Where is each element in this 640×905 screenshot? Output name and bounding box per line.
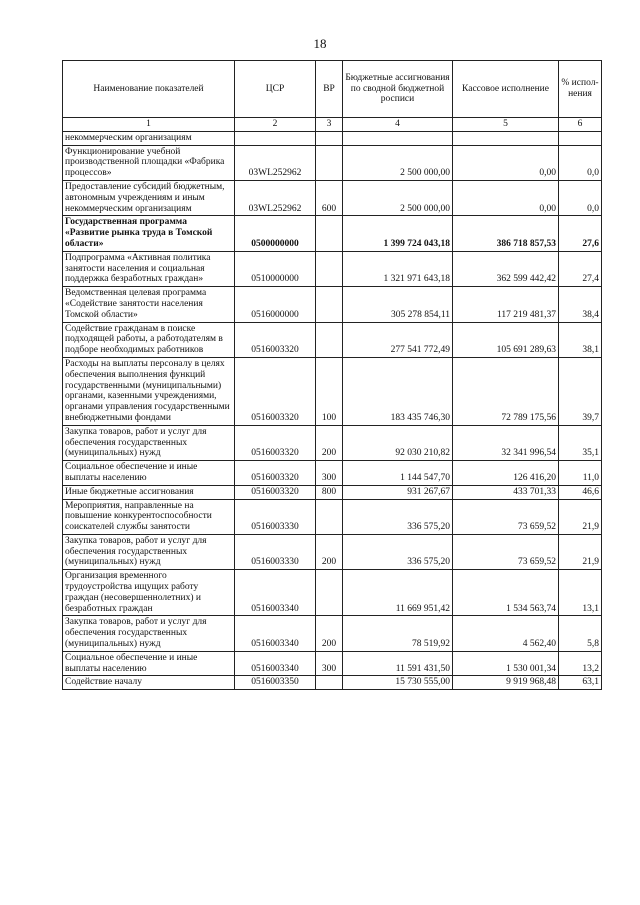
table-row (63, 485, 602, 499)
column-number: 5 (453, 118, 559, 132)
column-number: 6 (559, 118, 602, 132)
budget-execution-table (62, 60, 602, 690)
cell-vr: 800 (316, 485, 343, 499)
cell-executed: 1 534 563,74 (453, 570, 559, 616)
cell-csr: 0516003340 (235, 570, 316, 616)
cell-percent: 5,8 (559, 616, 602, 651)
cell-vr (316, 287, 343, 322)
cell-csr: 0500000000 (235, 216, 316, 251)
table-row (63, 145, 602, 180)
cell-executed: 72 789 175,56 (453, 357, 559, 425)
cell-indicator-name: Мероприятия, направленные на повышение конкурентоспособности соискателей службы занятости (63, 499, 235, 534)
cell-vr: 100 (316, 357, 343, 425)
cell-percent: 38,4 (559, 287, 602, 322)
table-row (63, 131, 602, 145)
cell-budget: 336 575,20 (343, 534, 453, 569)
cell-budget (343, 131, 453, 145)
cell-csr: 03WL252962 (235, 145, 316, 180)
cell-csr: 0516003320 (235, 461, 316, 486)
cell-csr: 0516003320 (235, 425, 316, 460)
cell-indicator-name: Содействие гражданам в поиске подходящей работы, а работодателям в подборе необходимых работников (63, 322, 235, 357)
header-execution-percent: % испол-нения (559, 61, 602, 118)
cell-indicator-name: Подпрограмма «Активная политика занятости населения и социальная поддержка безработных граждан» (63, 251, 235, 286)
table-row (63, 425, 602, 460)
cell-executed: 386 718 857,53 (453, 216, 559, 251)
column-number: 1 (63, 118, 235, 132)
column-number-row (63, 118, 602, 132)
table-row (63, 676, 602, 690)
cell-csr: 0516003320 (235, 357, 316, 425)
cell-executed: 0,00 (453, 180, 559, 215)
cell-indicator-name: Социальное обеспечение и иные выплаты населению (63, 651, 235, 676)
cell-indicator-name: Закупка товаров, работ и услуг для обеспечения государственных (муниципальных) нужд (63, 534, 235, 569)
cell-percent: 46,6 (559, 485, 602, 499)
cell-vr (316, 499, 343, 534)
cell-budget: 183 435 746,30 (343, 357, 453, 425)
cell-vr: 200 (316, 534, 343, 569)
cell-vr: 300 (316, 651, 343, 676)
cell-csr: 0516003320 (235, 322, 316, 357)
cell-indicator-name: некоммерческим организациям (63, 131, 235, 145)
cell-budget: 2 500 000,00 (343, 145, 453, 180)
column-number: 3 (316, 118, 343, 132)
cell-executed: 362 599 442,42 (453, 251, 559, 286)
cell-vr: 200 (316, 616, 343, 651)
cell-vr (316, 216, 343, 251)
cell-budget: 305 278 854,11 (343, 287, 453, 322)
column-number: 4 (343, 118, 453, 132)
cell-csr: 03WL252962 (235, 180, 316, 215)
cell-percent: 11,0 (559, 461, 602, 486)
cell-budget: 11 669 951,42 (343, 570, 453, 616)
cell-executed: 105 691 289,63 (453, 322, 559, 357)
header-cash-execution: Кассовое исполнение (453, 61, 559, 118)
cell-percent: 27,6 (559, 216, 602, 251)
cell-indicator-name: Иные бюджетные ассигнования (63, 485, 235, 499)
cell-budget: 277 541 772,49 (343, 322, 453, 357)
cell-vr (316, 322, 343, 357)
cell-executed: 32 341 996,54 (453, 425, 559, 460)
cell-percent: 13,1 (559, 570, 602, 616)
cell-executed: 9 919 968,48 (453, 676, 559, 690)
cell-indicator-name: Ведомственная целевая программа «Содействие занятости населения Томской области» (63, 287, 235, 322)
cell-csr: 0516003340 (235, 651, 316, 676)
cell-percent: 21,9 (559, 534, 602, 569)
cell-executed: 73 659,52 (453, 534, 559, 569)
cell-csr (235, 131, 316, 145)
table-header-row (63, 61, 602, 118)
table-row (63, 461, 602, 486)
cell-budget: 78 519,92 (343, 616, 453, 651)
cell-budget: 336 575,20 (343, 499, 453, 534)
cell-percent: 63,1 (559, 676, 602, 690)
cell-vr: 200 (316, 425, 343, 460)
cell-percent: 27,4 (559, 251, 602, 286)
cell-indicator-name: Расходы на выплаты персоналу в целях обеспечения выполнения функций государственными (муниципальными) органами, казенными учреждениями, органами управления государственными внебюджетными фондами (63, 357, 235, 425)
cell-percent (559, 131, 602, 145)
cell-budget: 11 591 431,50 (343, 651, 453, 676)
table-row (63, 322, 602, 357)
cell-vr (316, 676, 343, 690)
table-row (63, 287, 602, 322)
cell-indicator-name: Государственная программа «Развитие рынка труда в Томской области» (63, 216, 235, 251)
cell-executed: 126 416,20 (453, 461, 559, 486)
cell-budget: 2 500 000,00 (343, 180, 453, 215)
cell-executed: 1 530 001,34 (453, 651, 559, 676)
cell-indicator-name: Закупка товаров, работ и услуг для обеспечения государственных (муниципальных) нужд (63, 616, 235, 651)
cell-indicator-name: Предоставление субсидий бюджетным, автономным учреждениям и иным некоммерческим организациям (63, 180, 235, 215)
cell-csr: 0516003320 (235, 485, 316, 499)
cell-vr (316, 570, 343, 616)
table-row (63, 651, 602, 676)
cell-budget: 931 267,67 (343, 485, 453, 499)
cell-csr: 0510000000 (235, 251, 316, 286)
cell-executed: 433 701,33 (453, 485, 559, 499)
cell-budget: 92 030 210,82 (343, 425, 453, 460)
header-indicator-name: Наименование показателей (63, 61, 235, 118)
header-budget-allocations: Бюджетные ассигнования по сводной бюджетной росписи (343, 61, 453, 118)
cell-indicator-name: Функционирование учебной производственной площадки «Фабрика процессов» (63, 145, 235, 180)
table-row (63, 616, 602, 651)
page-number: 18 (313, 36, 327, 51)
column-number: 2 (235, 118, 316, 132)
cell-executed (453, 131, 559, 145)
cell-percent: 13,2 (559, 651, 602, 676)
cell-csr: 0516003350 (235, 676, 316, 690)
cell-percent: 0,0 (559, 145, 602, 180)
header-vr: ВР (316, 61, 343, 118)
cell-percent: 0,0 (559, 180, 602, 215)
cell-budget: 1 144 547,70 (343, 461, 453, 486)
table-body (63, 131, 602, 689)
cell-vr: 600 (316, 180, 343, 215)
table-row (63, 216, 602, 251)
table-row (63, 251, 602, 286)
cell-budget: 15 730 555,00 (343, 676, 453, 690)
cell-executed: 4 562,40 (453, 616, 559, 651)
cell-budget: 1 321 971 643,18 (343, 251, 453, 286)
cell-csr: 0516003340 (235, 616, 316, 651)
cell-vr (316, 131, 343, 145)
cell-budget: 1 399 724 043,18 (343, 216, 453, 251)
cell-vr: 300 (316, 461, 343, 486)
cell-executed: 0,00 (453, 145, 559, 180)
table-row (63, 570, 602, 616)
cell-vr (316, 145, 343, 180)
table-row (63, 499, 602, 534)
table-row (63, 357, 602, 425)
cell-executed: 73 659,52 (453, 499, 559, 534)
cell-csr: 0516000000 (235, 287, 316, 322)
cell-indicator-name: Организация временного трудоустройства ищущих работу граждан (несовершеннолетних) и безработных граждан (63, 570, 235, 616)
cell-indicator-name: Социальное обеспечение и иные выплаты населению (63, 461, 235, 486)
cell-percent: 38,1 (559, 322, 602, 357)
cell-percent: 39,7 (559, 357, 602, 425)
cell-percent: 35,1 (559, 425, 602, 460)
cell-vr (316, 251, 343, 286)
table-row (63, 534, 602, 569)
cell-csr: 0516003330 (235, 534, 316, 569)
cell-indicator-name: Содействие началу (63, 676, 235, 690)
header-csr: ЦСР (235, 61, 316, 118)
cell-executed: 117 219 481,37 (453, 287, 559, 322)
cell-csr: 0516003330 (235, 499, 316, 534)
cell-percent: 21,9 (559, 499, 602, 534)
cell-indicator-name: Закупка товаров, работ и услуг для обеспечения государственных (муниципальных) нужд (63, 425, 235, 460)
table-row (63, 180, 602, 215)
